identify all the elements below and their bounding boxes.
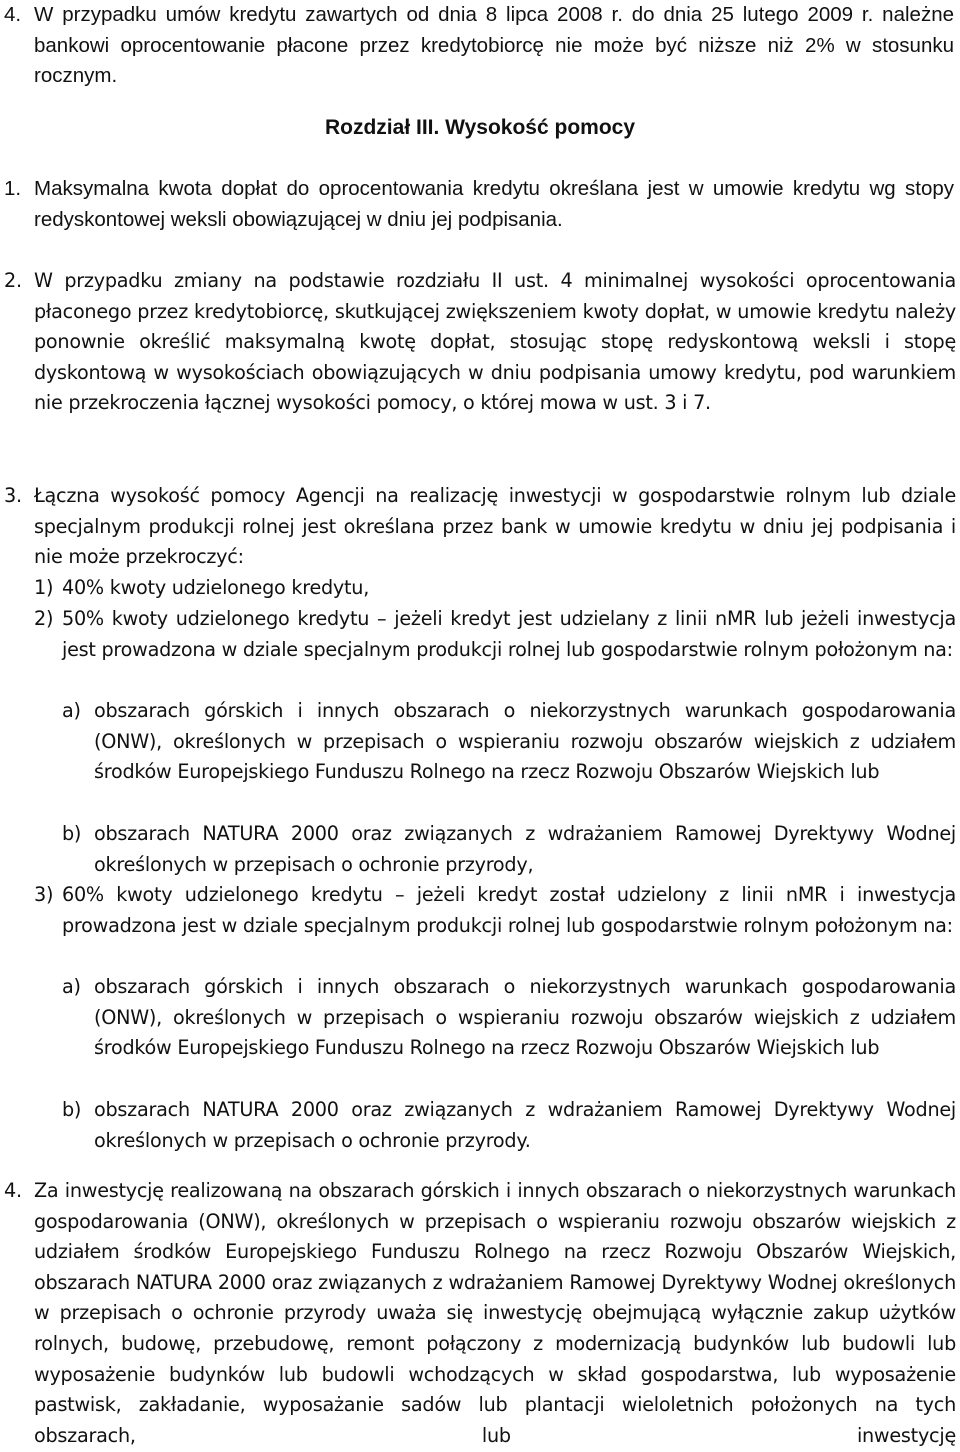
sub-item-text: obszarach górskich i innych obszarach o niekorzystnych warunkach gospodarowania (ONW), określonych w przepisach o wspieraniu rozwoju obszarów wiejskich z udziałem środków Europejskiego Funduszu Rolnego na rzecz Rozwoju Obszarów Wiejskich lub	[94, 699, 956, 784]
sub-item-letter: b)	[62, 822, 82, 845]
list-item-text: 50% kwoty udzielonego kredytu – jeżeli kredyt jest udzielany z linii nMR lub jeżeli inwestycja jest prowadzona w dziale specjalnym produkcji rolnej lub gospodarstwie rolnym położonym na:	[62, 607, 956, 661]
paragraph-number: 2.	[4, 269, 22, 292]
list-item-text: 60% kwoty udzielonego kredytu – jeżeli kredyt został udzielony z linii nMR i inwestycja prowadzona jest w dziale specjalnym produkcji rolnej lub gospodarstwie rolnym położonym na:	[62, 883, 956, 937]
list-item-number: 1)	[34, 576, 54, 599]
sub-item-text: obszarach NATURA 2000 oraz związanych z wdrażaniem Ramowej Dyrektywy Wodnej określonych w przepisach o ochronie przyrody.	[94, 1098, 956, 1152]
paragraph-text: W przypadku umów kredytu zawartych od dnia 8 lipca 2008 r. do dnia 25 lutego 2009 r. należne bankowi oprocentowanie płacone przez kredytobiorcę nie może być niższe niż 2% w stosunku rocznym.	[34, 3, 954, 88]
sub-item-letter: a)	[62, 975, 81, 998]
paragraph-number: 1.	[4, 177, 22, 200]
paragraph-text: Za inwestycję realizowaną na obszarach górskich i innych obszarach o niekorzystnych warunkach gospodarowania (ONW), określonych w przepisach o wspieraniu rozwoju obszarów wiejskich z udziałem środków Europejskiego Funduszu Rolnego na rzecz Rozwoju Obszarów Wiejskich, obszarach NATURA 2000 oraz związanych z wdrażaniem Ramowej Dyrektywy Wodnej określonych w przepisach o ochronie przyrody uważa się inwestycję obejmującą wyłącznie zakup użytków rolnych, budowę, przebudowę, remont połączony z modernizacją budynków lub budowli lub wyposażenie budynków lub budowli wchodzących w skład gospodarstwa, lub wyposażenie pastwisk, zakładanie, wyposażanie sadów lub plantacji wieloletnich położonych na tych obszarach, lub inwestycję	[34, 1179, 956, 1447]
sub-item-text: obszarach NATURA 2000 oraz związanych z wdrażaniem Ramowej Dyrektywy Wodnej określonych w przepisach o ochronie przyrody,	[94, 822, 956, 876]
list-item-text: 40% kwoty udzielonego kredytu,	[62, 576, 370, 599]
paragraph-number: 3.	[4, 484, 22, 507]
paragraph-number: 4.	[4, 1179, 22, 1202]
sub-item-letter: b)	[62, 1098, 82, 1121]
chapter-heading: Rozdział III. Wysokość pomocy	[324, 116, 636, 139]
paragraph-number: 4.	[4, 3, 22, 26]
paragraph-text: Łączna wysokość pomocy Agencji na realizację inwestycji w gospodarstwie rolnym lub dziale specjalnym produkcji rolnej jest określana przez bank w umowie kredytu w dniu jej podpisania i nie może przekroczyć:	[34, 484, 956, 569]
list-item-number: 3)	[34, 883, 54, 906]
sub-item-text: obszarach górskich i innych obszarach o niekorzystnych warunkach gospodarowania (ONW), określonych w przepisach o wspieraniu rozwoju obszarów wiejskich z udziałem środków Europejskiego Funduszu Rolnego na rzecz Rozwoju Obszarów Wiejskich lub	[94, 975, 956, 1060]
paragraph-text: Maksymalna kwota dopłat do oprocentowania kredytu określana jest w umowie kredytu wg stopy redyskontowej weksli obowiązującej w dniu jej podpisania.	[34, 177, 954, 231]
paragraph-text: W przypadku zmiany na podstawie rozdziału II ust. 4 minimalnej wysokości oprocentowania płaconego przez kredytobiorcę, skutkującej zwiększeniem kwoty dopłat, w umowie kredytu należy ponownie określić maksymalną kwotę dopłat, stosując stopę redyskontową weksli i stopę dyskontową w wysokościach obowiązujących w dniu podpisania umowy kredytu, pod warunkiem nie przekroczenia łącznej wysokości pomocy, o której mowa w ust. 3 i 7.	[34, 269, 956, 415]
sub-item-letter: a)	[62, 699, 81, 722]
list-item-number: 2)	[34, 607, 54, 630]
